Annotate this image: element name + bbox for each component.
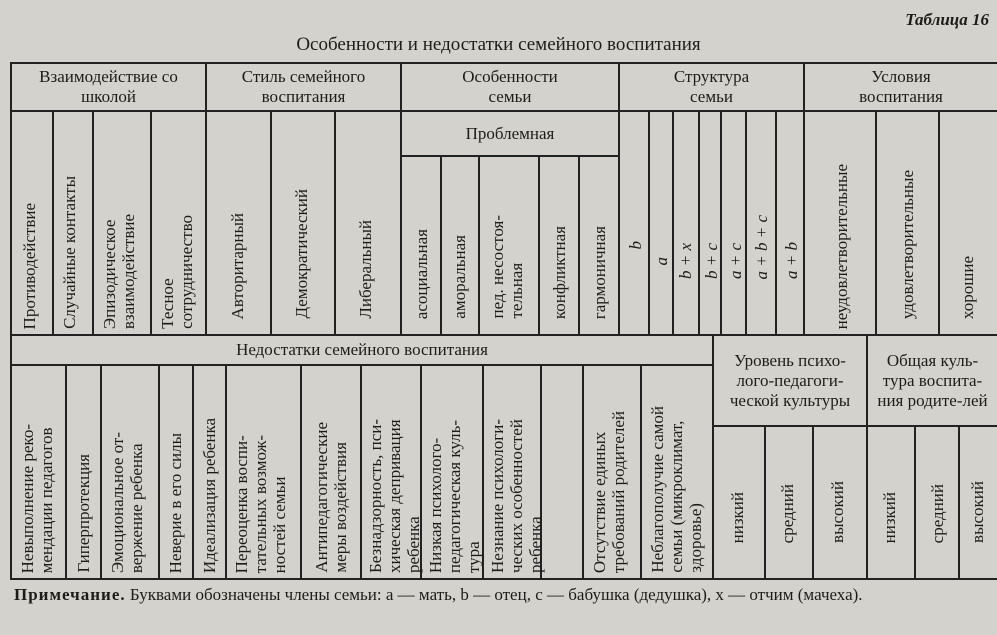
col-deficit-0: Невыполнение реко- мендации педагогов [18,423,56,573]
col-structure-3: b + c [702,242,721,279]
header-style: Стиль семейного воспитания [241,67,366,106]
col-culture-mid: средний [928,483,947,543]
header-deficits: Недостатки семейного воспитания [236,340,488,359]
col-features-0: асоциальная [412,228,431,319]
header-structure: Структура семьи [673,67,750,106]
col-level-low: низкий [728,491,747,543]
table-number-label: Таблица 16 [905,10,989,29]
col-structure-0: b [626,240,645,249]
col-deficit-9: Незнание психологи- ческих особенностей ребенка [488,419,545,573]
col-deficit-6: Антипедагогические меры воздействия [312,422,350,573]
col-style-1: Демократический [292,189,311,319]
col-deficit-8: Низкая психолого- педагогическая куль- тура [426,419,483,573]
col-conditions-2: хорошие [958,255,977,319]
col-style-2: Либеральный [356,220,375,319]
table-note [14,585,863,605]
col-deficit-4: Идеализация ребенка [200,417,219,573]
col-deficit-3: Неверие в его силы [166,432,185,573]
col-features-4: гармоничная [590,225,609,319]
table-title: Особенности и недостатки семейного воспитания [296,34,701,55]
col-deficit-2: Эмоциональное от- вержение ребенка [108,431,146,573]
col-school-3: Тесное сотрудничество [158,215,196,329]
col-deficit-11: Неблагополучие самой семьи (микроклимат, здоровье) [648,406,705,573]
col-culture-high: высокий [968,481,987,543]
col-features-1: аморальная [450,235,469,319]
col-school-0: Противодействие [20,202,39,329]
col-school-1: Случайные контакты [60,176,79,329]
note-lead: Примечание. [14,585,126,604]
col-features-2: пед. несостоя- тельная [488,215,526,319]
header-conditions: Условия воспитания [859,67,943,106]
col-deficit-5: Переоценка воспи- тательных возмож- ностей семьи [232,434,289,573]
col-style-0: Авторитарный [228,212,247,319]
col-structure-4: a + c [726,242,745,279]
col-school-2: Эпизодическое взаимодействие [100,213,138,329]
col-structure-1: a [652,256,671,265]
col-culture-low: низкий [880,491,899,543]
col-conditions-0: неудовлетворительные [832,163,851,329]
col-deficit-7: Безнадзорность, пси- хическая депривация ребенка [366,419,423,573]
col-deficit-10: Отсутствие единых требований родителей [590,410,628,573]
col-level-high: высокий [828,481,847,543]
col-deficit-1: Гиперпротекция [74,454,93,573]
col-structure-6: a + b [782,242,801,279]
col-structure-5: a + b + c [752,214,771,279]
header-school: Взаимодействие со школой [39,67,178,106]
col-level-mid: средний [778,483,797,543]
col-conditions-1: удовлетворительные [898,169,917,319]
header-parent-culture: Общая куль-тура воспита-ния родите-лей [877,350,988,410]
col-structure-2: b + x [676,242,695,279]
col-features-3: конфликтная [550,225,569,319]
header-features: Особенности семьи [462,67,558,106]
header-psych-level: Уровень психо-лого-педагоги-ческой культуры [729,350,851,410]
note-text: Буквами обозначены члены семьи: a — мать, b — отец, c — бабушка (дедушка), x — отчим (мачеха). [125,585,863,604]
header-problem: Проблемная [465,123,555,143]
